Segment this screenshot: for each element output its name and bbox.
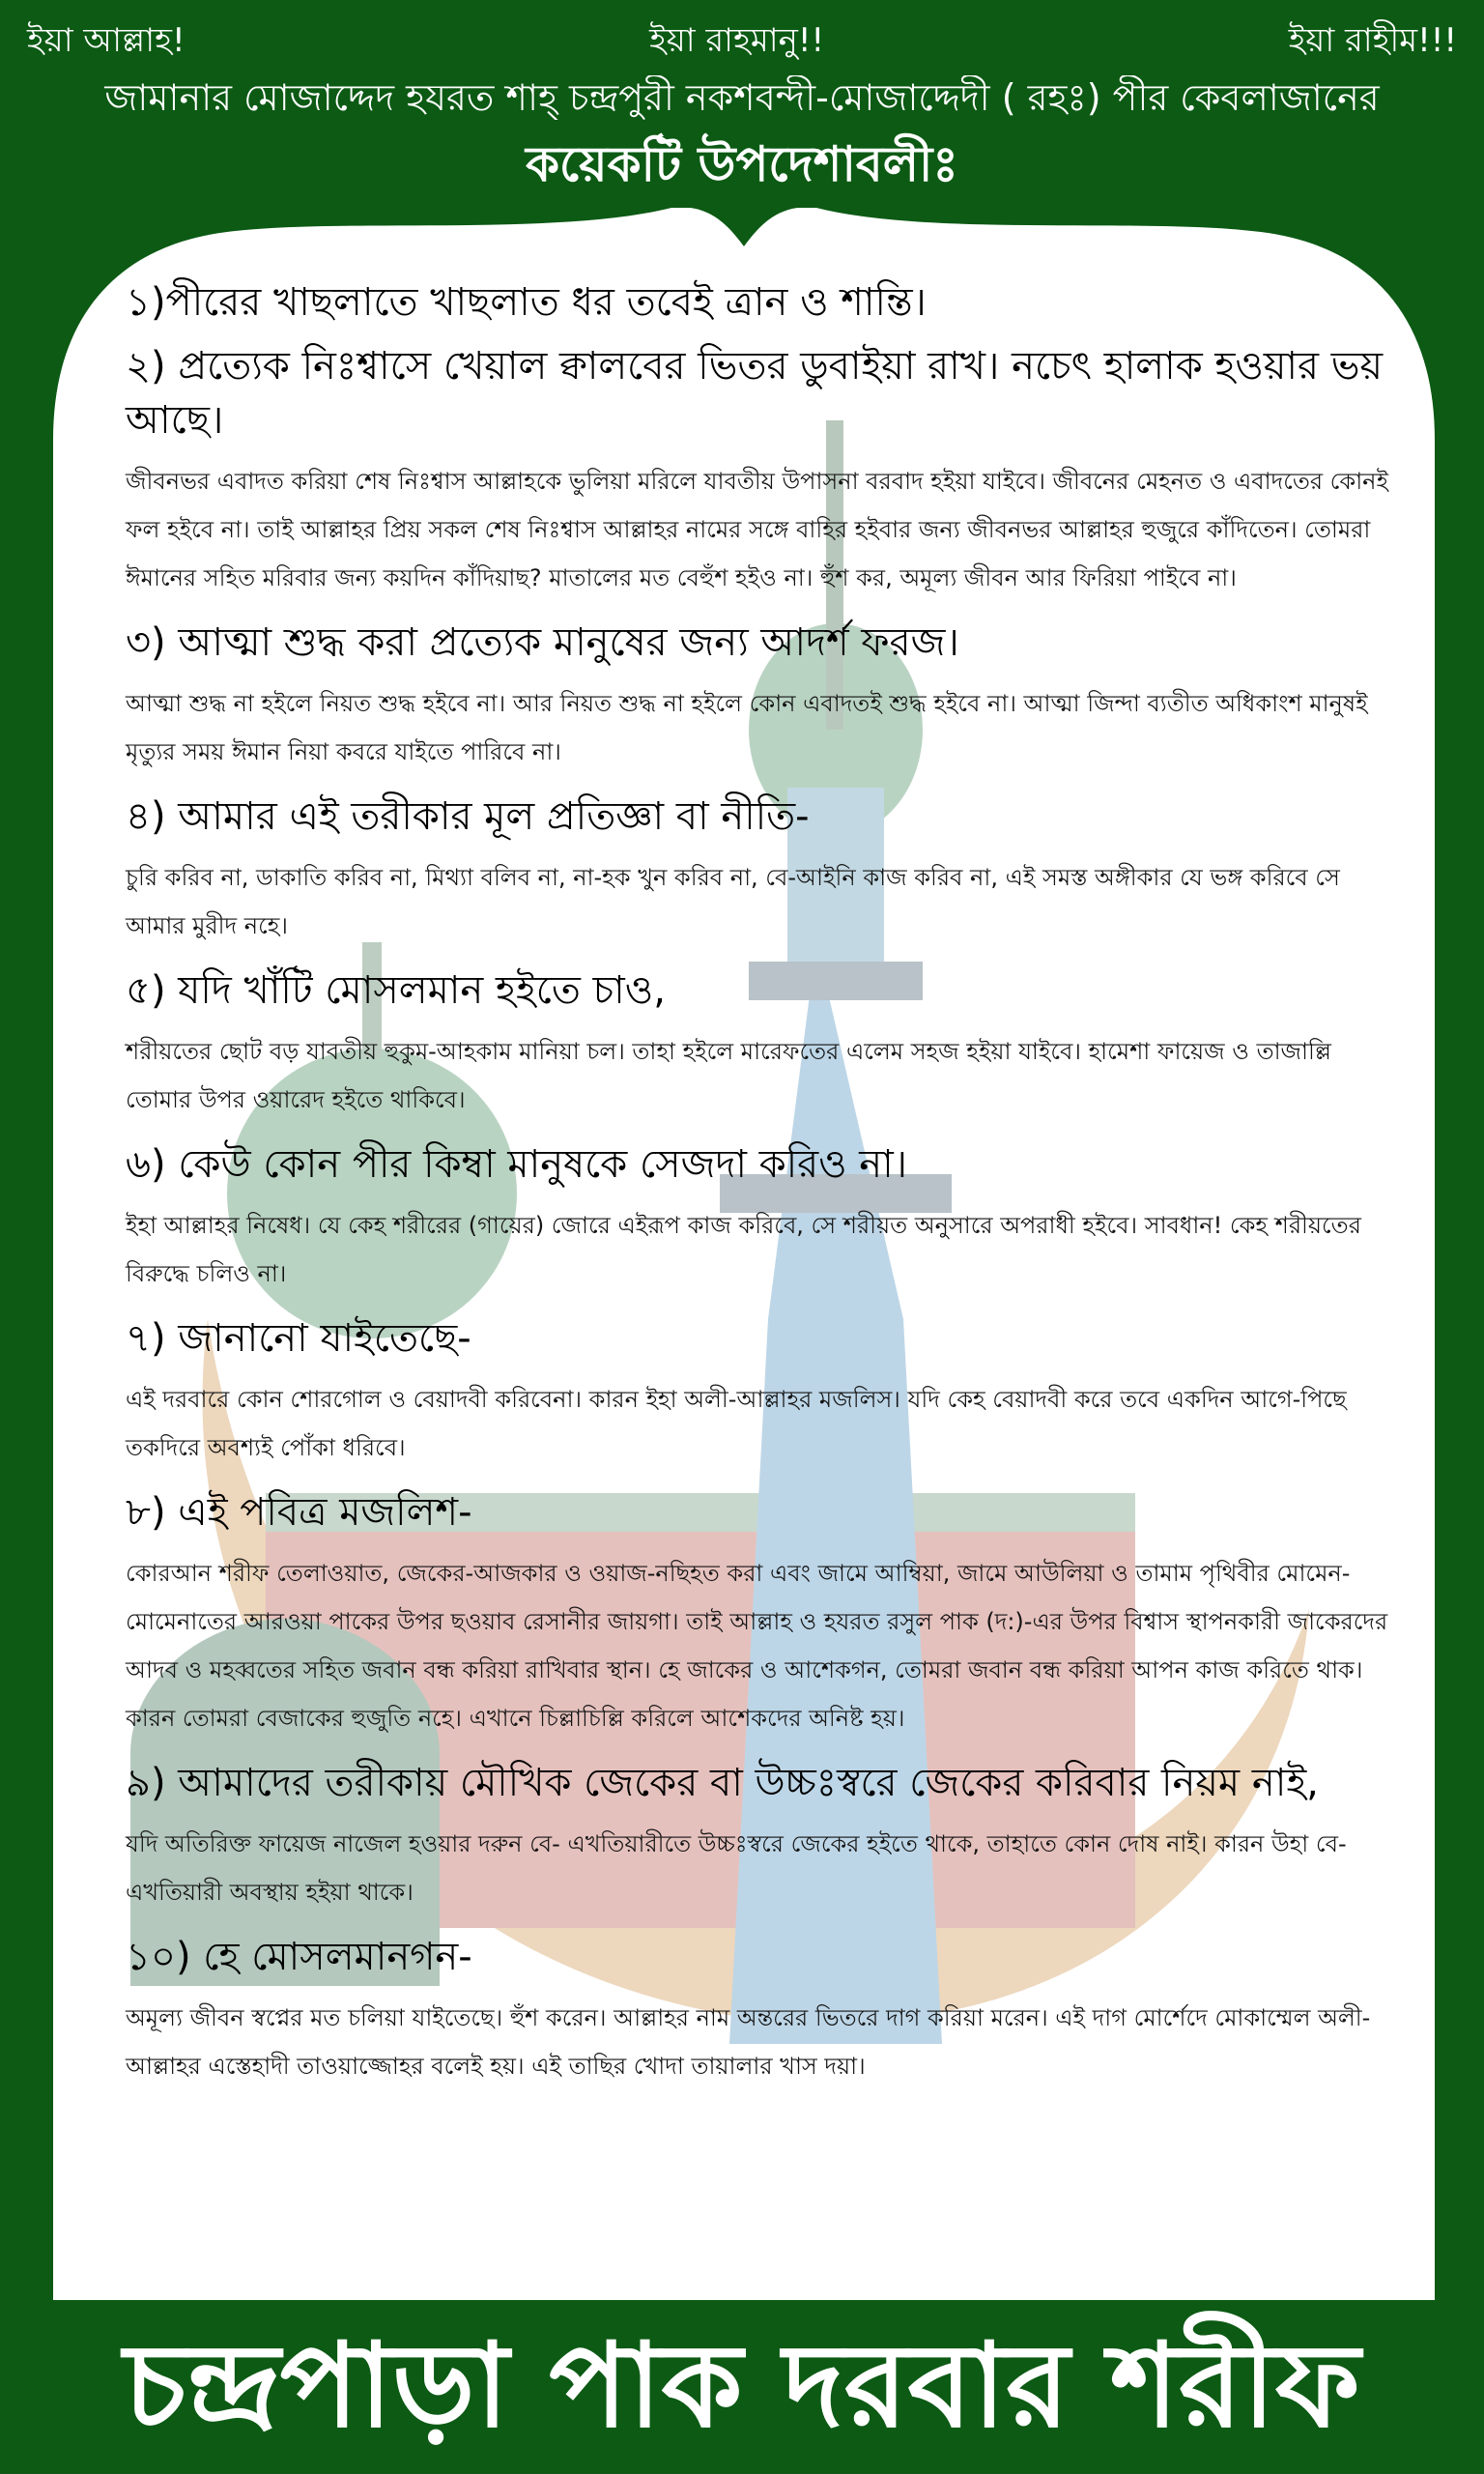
subtitle: জামানার মোজাদ্দেদ হযরত শাহ্ চন্দ্রপুরী নকশবন্দী-মোজাদ্দেদী ( রহঃ) পীর কেবলাজানের xyxy=(104,76,1380,119)
advice-item-7 xyxy=(126,1311,1391,1472)
advice-body: চুরি করিব না, ডাকাতি করিব না, মিথ্যা বলিব না, না-হক খুন করিব না, বে-আইনি কাজ করিব না, এই সমস্ত অঙ্গীকার যে ভঙ্গ করিবে সে আমার মুরীদ নহে। xyxy=(126,864,1340,939)
advice-item-2 xyxy=(126,339,1391,602)
advice-body: শরীয়তের ছোট বড় যাবতীয় হুকুম-আহকাম মানিয়া চল। তাহা হইলে মারেফতের এলেম সহজ হইয়া যাইবে। হামেশা ফায়েজ ও তাজাল্লি তোমার উপর ওয়ারেদ হইতে থাকিবে। xyxy=(126,1038,1331,1113)
advice-body: এই দরবারে কোন শোরগোল ও বেয়াদবী করিবেনা। কারন ইহা অলী-আল্লাহর মজলিস। যদি কেহ বেয়াদবী করে তবে একদিন আগে-পিছে তকদিরে অবশ্যই পোঁকা ধরিবে। xyxy=(126,1386,1347,1461)
advice-heading: ৬) কেউ কোন পীর কিম্বা মানুষকে সেজদা করিও না। xyxy=(126,1142,908,1187)
advice-item-9 xyxy=(126,1756,1391,1916)
advice-heading: ৯) আমাদের তরীকায় মৌখিক জেকের বা উচ্চঃস্বরে জেকের করিবার নিয়ম নাই, xyxy=(126,1761,1319,1805)
advice-body: আত্মা শুদ্ধ না হইলে নিয়ত শুদ্ধ হইবে না। আর নিয়ত শুদ্ধ না হইলে কোন এবাদতই শুদ্ধ হইবে না। আত্মা জিন্দা ব্যতীত অধিকাংশ মানুষই মৃত্যুর সময় ঈমান নিয়া কবরে যাইতে পারিবে না। xyxy=(126,690,1368,765)
advice-item-3 xyxy=(126,616,1391,776)
footer-banner xyxy=(0,2300,1484,2474)
advice-heading: ৭) জানানো যাইতেছে- xyxy=(126,1316,471,1361)
advice-heading: ১০) হে মোসলমানগন- xyxy=(126,1935,472,1979)
greeting-center: ইয়া রাহমানু!! xyxy=(649,21,825,60)
advice-body: যদি অতিরিক্ত ফায়েজ নাজেল হওয়ার দরুন বে- এখতিয়ারীতে উচ্চঃস্বরে জেকের হইতে থাকে, তাহাতে কোন দোষ নাই। কারন উহা বে- এখতিয়ারী অবস্থায় হইয়া থাকে। xyxy=(126,1830,1347,1906)
advice-heading: ১)পীরের খাছলাতে খাছলাত ধর তবেই ত্রান ও শান্তি। xyxy=(126,280,927,325)
page-title: কয়েকটি উপদেশাবলীঃ xyxy=(526,136,958,192)
advice-item-10 xyxy=(126,1930,1391,2090)
advice-body: কোরআন শরীফ তেলাওয়াত, জেকের-আজকার ও ওয়াজ-নছিহত করা এবং জামে আম্বিয়া, জামে আউলিয়া ও তামাম পৃথিবীর মোমেন-মোমেনাতের আরওয়া পাকের উপর ছওয়াব রেসানীর জায়গা। তাই আল্লাহ ও হযরত রসুল পাক (দ:)-এর উপর বিশ্বাস স্থাপনকারী জাকেরদের আদব ও মহব্বতের সহিত জবান বন্ধ করিয়া রাখিবার স্থান। হে জাকের ও আশেকগন, তোমরা জবান বন্ধ করিয়া আপন কাজ করিতে থাক। কারন তোমরা বেজাকের হুজুতি নহে। এখানে চিল্লাচিল্লি করিলে আশেকদের অনিষ্ট হয়। xyxy=(126,1560,1388,1732)
advice-heading: ৩) আত্মা শুদ্ধ করা প্রত্যেক মানুষের জন্য আদর্শ ফরজ। xyxy=(126,620,959,665)
advice-body: অমূল্য জীবন স্বপ্নের মত চলিয়া যাইতেছে। হুঁশ করেন। আল্লাহর নাম অন্তরের ভিতরে দাগ করিয়া মরেন। এই দাগ মোর্শেদে মোকাম্মেল অলী-আল্লাহর এস্তেহাদী তাওয়াজ্জোহর বলেই হয়। এই তাছির খোদা তায়ালার খাস দয়া। xyxy=(126,2004,1371,2080)
greeting-left: ইয়া আল্লাহ! xyxy=(27,21,186,60)
advice-heading: ৮) এই পবিত্র মজলিশ- xyxy=(126,1490,472,1535)
advice-heading: ৫) যদি খাঁটি মোসলমান হইতে চাও, xyxy=(126,968,666,1013)
advice-item-8 xyxy=(126,1485,1391,1742)
advice-body: জীবনভর এবাদত করিয়া শেষ নিঃশ্বাস আল্লাহকে ভুলিয়া মরিলে যাবতীয় উপাসনা বরবাদ হইয়া যাইবে। জীবনের মেহনত ও এবাদতের কোনই ফল হইবে না। তাই আল্লাহর প্রিয় সকল শেষ নিঃশ্বাস আল্লাহর নামের সঙ্গে বাহির হইবার জন্য জীবনভর আল্লাহর হুজুরে কাঁদিতেন। তোমরা ঈমানের সহিত মরিবার জন্য কয়দিন কাঁদিয়াছ? মাতালের মত বেহুঁশ হইও না। হুঁশ কর, অমূল্য জীবন আর ফিরিয়া পাইবে না। xyxy=(126,468,1388,591)
advice-heading: ৪) আমার এই তরীকার মূল প্রতিজ্ঞা বা নীতি- xyxy=(126,794,810,839)
advice-heading: ২) প্রত্যেক নিঃশ্বাসে খেয়াল ক্বালবের ভিতর ডুবাইয়া রাখ। নচেৎ হালাক হওয়ার ভয় আছে। xyxy=(126,344,1384,443)
advice-item-6 xyxy=(126,1137,1391,1298)
advice-item-4 xyxy=(126,790,1391,950)
advice-list xyxy=(126,275,1391,2104)
advice-item-1 xyxy=(126,275,1391,330)
advice-item-5 xyxy=(126,964,1391,1124)
greeting-row xyxy=(27,21,1457,60)
footer-title: চন্দ্রপাড়া পাক দরবার শরীফ xyxy=(124,2319,1360,2454)
greeting-right: ইয়া রাহীম!!! xyxy=(1288,21,1457,60)
advice-body: ইহা আল্লাহর নিষেধ। যে কেহ শরীরের (গায়ের) জোরে এইরূপ কাজ করিবে, সে শরীয়ত অনুসারে অপরাধী হইবে। সাবধান! কেহ শরীয়তের বিরুদ্ধে চলিও না। xyxy=(126,1212,1361,1287)
